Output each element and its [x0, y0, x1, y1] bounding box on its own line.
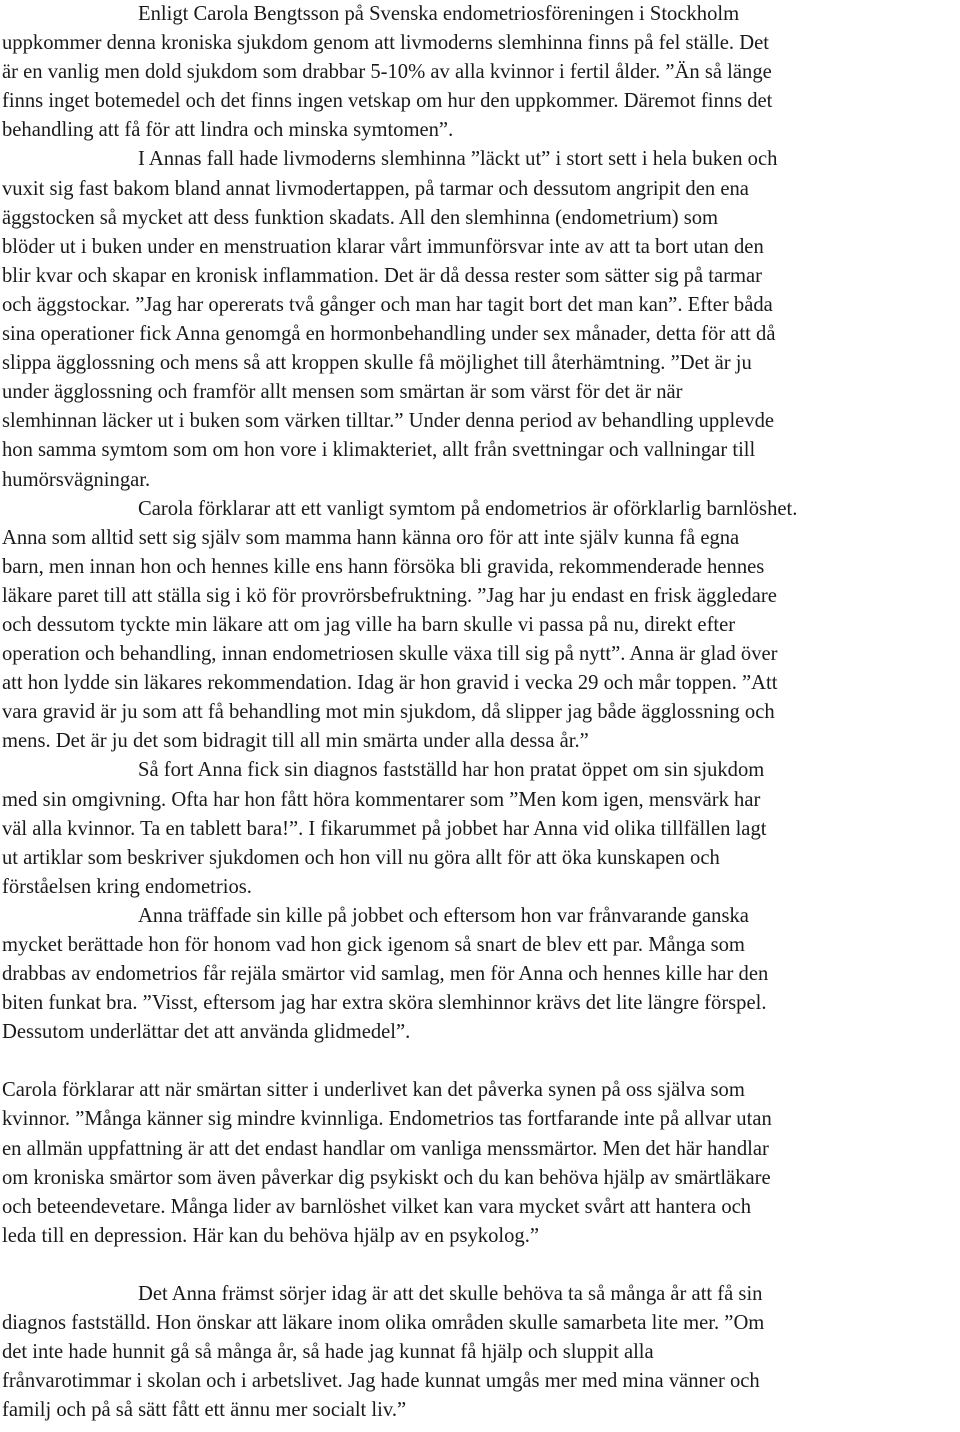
paragraph-5: Anna träffade sin kille på jobbet och eftersom hon var frånvarande ganska mycket berättade hon för honom vad hon gick igenom så snart de blev ett par. Många som drabbas av endometrios får rejäla smärtor vid samlag, men för Anna och hennes kille har den biten funkat bra. ”Visst, eftersom jag har extra sköra slemhinnor krävs det lite längre förspel. Dessutom underlättar det att använda glidmedel”.: [2, 904, 769, 1044]
paragraph-7: Det Anna främst sörjer idag är att det skulle behöva ta så många år att få sin diagnos fastställd. Hon önskar att läkare inom olika områden skulle samarbeta lite mer. ”Om det inte hade hunnit gå så många år, så hade jag kunnat få hjälp och sluppit alla frånvarotimmar i skolan och i arbetslivet. Jag hade kunnat umgås mer med mina vänner och familj och på så sätt fått ett ännu mer socialt liv.”: [2, 1282, 765, 1422]
paragraph-2: I Annas fall hade livmoderns slemhinna ”läckt ut” i stort sett i hela buken och vuxit sig fast bakom bland annat livmodertappen, på tarmar och dessutom angripit den ena äggstocken så mycket att dess funktion skadats. All den slemhinna (endometrium) som blöder ut i buken under en menstruation klarar vårt immunförsvar inte av att ta bort utan den blir kvar och skapar en kronisk inflammation. Det är då dessa rester som sätter sig på tarmar och äggstockar. ”Jag har opererats två gånger och man har tagit bort det man kan”. Efter båda sina operationer fick Anna genomgå en hormonbehandling under sex månader, detta för att då slippa ägglossning och mens så att kroppen skulle få möjlighet till återhämtning. ”Det är ju under ägglossning och framför allt mensen som smärtan är som värst för det är när slemhinnan läcker ut i buken som värken tilltar.” Under denna period av behandling upplevde hon samma symtom som om hon vore i klimakteriet, allt från svettningar och vallningar till humörsvägningar.: [2, 148, 778, 491]
paragraph-4: Så fort Anna fick sin diagnos fastställd har hon pratat öppet om sin sjukdom med sin omgivning. Ofta har hon fått höra kommentarer som ”Men kom igen, mensvärk har väl alla kvinnor. Ta en tablett bara!”. I fikarummet på jobbet har Anna vid olika tillfällen lagt ut artiklar som beskriver sjukdomen och hon vill nu göra allt för att öka kunskapen och förståelsen kring endometrios.: [2, 759, 767, 898]
paragraph-1: Enligt Carola Bengtsson på Svenska endometriosföreningen i Stockholm uppkommer denna kroniska sjukdom genom att livmoderns slemhinna finns på fel ställe. Det är en vanlig men dold sjukdom som drabbar 5-10% av alla kvinnor i fertil ålder. ”Än så länge finns inget botemedel och det finns ingen vetskap om hur den uppkommer. Däremot finns det behandling att få för att lindra och minska symtomen”.: [2, 3, 773, 142]
paragraph-6: Carola förklarar att när smärtan sitter i underlivet kan det påverka synen på oss själva som kvinnor. ”Många känner sig mindre kvinnliga. Endometrios tas fortfarande inte på allvar utan en allmän uppfattning är att det endast handlar om vanliga menssmärtor. Men det här handlar om kroniska smärtor som även påverkar dig psykiskt och du kan behöva hjälp av smärtläkare och beteendevetare. Många lider av barnlöshet vilket kan vara mycket svårt att hantera och leda till en depression. Här kan du behöva hjälp av en psykolog.”: [2, 1079, 772, 1247]
document-page: [2, 0, 956, 1425]
paragraph-3: Carola förklarar att ett vanligt symtom på endometrios är oförklarlig barnlöshet. Anna som alltid sett sig själv som mamma hann känna oro för att inte själv kunna få egna barn, men innan hon och hennes kille ens hann försöka bli gravida, rekommenderade hennes läkare paret till att ställa sig i kö för provrörsbefruktning. ”Jag har ju endast en frisk äggledare och dessutom tyckte min läkare att om jag ville ha barn skulle vi passa på nu, direkt efter operation och behandling, innan endometriosen skulle växa till sig på nytt”. Anna är glad över att hon lydde sin läkares rekommendation. Idag är hon gravid i vecka 29 och mår toppen. ”Att vara gravid är ju som att få behandling mot min sjukdom, då slipper jag både ägglossning och mens. Det är ju det som bidragit till all min smärta under alla dessa år.”: [2, 497, 798, 753]
